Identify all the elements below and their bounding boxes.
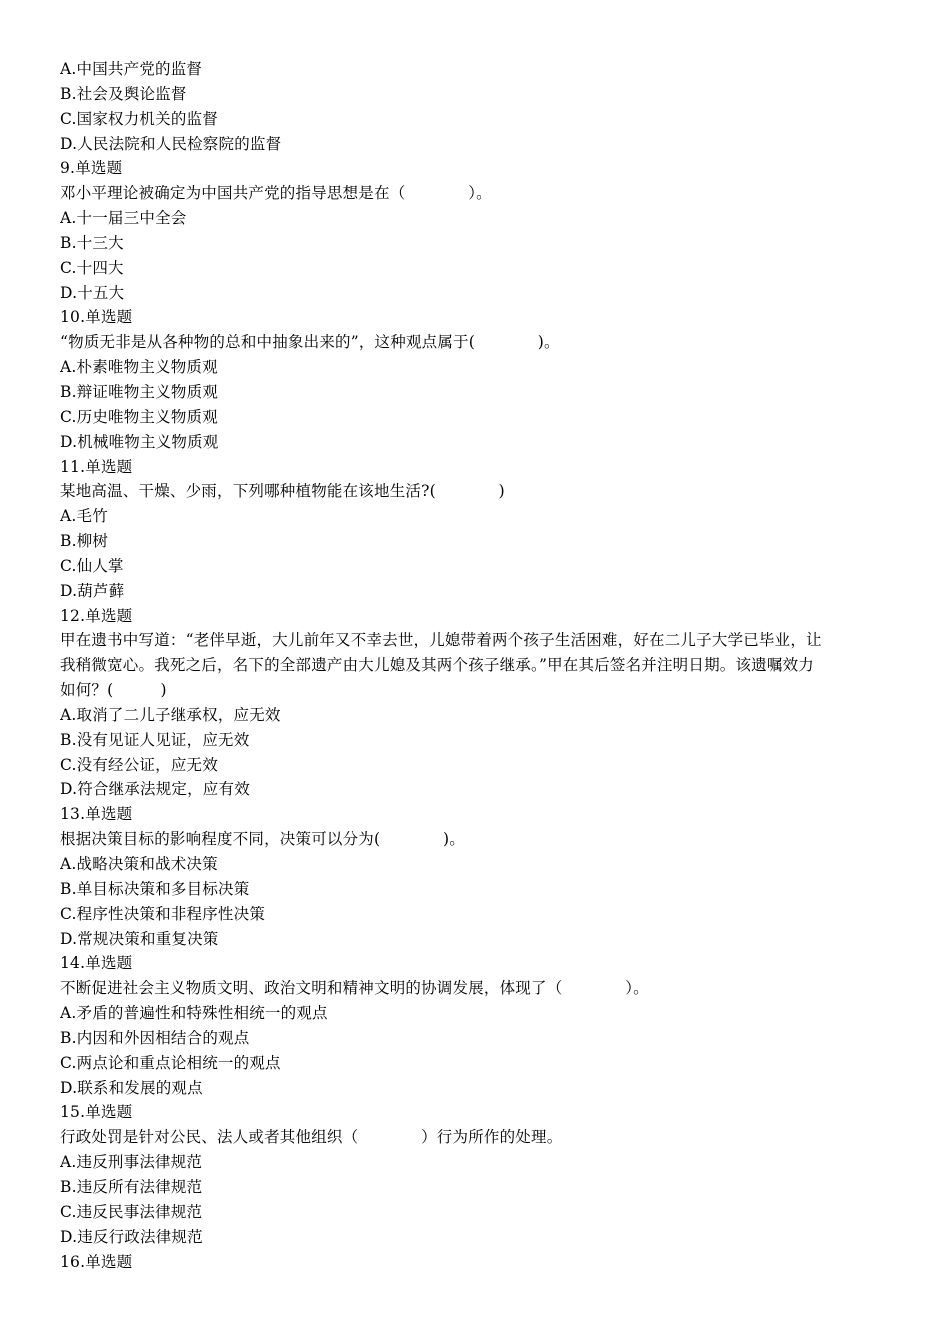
option-line: D.联系和发展的观点 — [60, 1078, 203, 1097]
option-line: B.单目标决策和多目标决策 — [60, 879, 250, 898]
question-header: 10.单选题 — [60, 308, 133, 327]
option-line: B.违反所有法律规范 — [60, 1177, 203, 1196]
question-text: 甲在遗书中写道：“老伴早逝，大儿前年又不幸去世，儿媳带着两个孩子生活困难，好在二儿子大学已毕业，让 — [60, 631, 822, 650]
option-line: C.仙人掌 — [60, 556, 124, 575]
question-text: 根据决策目标的影响程度不同，决策可以分为( )。 — [60, 830, 465, 849]
option-line: A.十一届三中全会 — [60, 209, 187, 228]
option-line: C.程序性决策和非程序性决策 — [60, 904, 266, 923]
option-line: C.国家权力机关的监督 — [60, 109, 218, 128]
option-line: A.毛竹 — [60, 507, 108, 526]
question-text: 我稍微宽心。我死之后，名下的全部遗产由大儿媳及其两个孩子继承。”甲在其后签名并注明日期。该遗嘱效力 — [60, 656, 814, 675]
question-header: 13.单选题 — [60, 805, 133, 824]
option-line: D.常规决策和重复决策 — [60, 929, 219, 948]
option-line: B.没有见证人见证，应无效 — [60, 730, 250, 749]
question-text: 不断促进社会主义物质文明、政治文明和精神文明的协调发展，体现了（ ）。 — [60, 979, 649, 998]
option-line: B.柳树 — [60, 532, 109, 551]
option-line: C.违反民事法律规范 — [60, 1202, 203, 1221]
option-line: A.违反刑事法律规范 — [60, 1153, 203, 1172]
option-line: D.十五大 — [60, 283, 125, 302]
question-text: “物质无非是从各种物的总和中抽象出来的”，这种观点属于( )。 — [60, 333, 560, 352]
option-line: D.违反行政法律规范 — [60, 1227, 203, 1246]
option-line: C.历史唯物主义物质观 — [60, 407, 218, 426]
option-line: C.十四大 — [60, 258, 124, 277]
question-header: 12.单选题 — [60, 606, 133, 625]
option-line: B.辩证唯物主义物质观 — [60, 382, 219, 401]
option-line: D.符合继承法规定，应有效 — [60, 780, 250, 799]
option-line: C.两点论和重点论相统一的观点 — [60, 1053, 281, 1072]
option-line: B.社会及舆论监督 — [60, 84, 187, 103]
question-header: 14.单选题 — [60, 954, 133, 973]
question-header: 16.单选题 — [60, 1252, 133, 1271]
option-line: D.机械唯物主义物质观 — [60, 432, 219, 451]
option-line: B.十三大 — [60, 233, 124, 252]
question-header: 11.单选题 — [60, 457, 133, 476]
option-line: A.中国共产党的监督 — [60, 60, 203, 78]
question-text: 行政处罚是针对公民、法人或者其他组织（ ）行为所作的处理。 — [60, 1128, 563, 1147]
option-line: A.战略决策和战术决策 — [60, 855, 218, 873]
question-text: 某地高温、干燥、少雨，下列哪种植物能在该地生活?( ) — [60, 482, 505, 501]
option-line: B.内因和外因相结合的观点 — [60, 1028, 250, 1047]
question-text: 邓小平理论被确定为中国共产党的指导思想是在（ ）。 — [60, 184, 492, 203]
question-header: 9.单选题 — [60, 159, 123, 178]
question-text: 如何？( ) — [60, 681, 167, 700]
option-line: A.矛盾的普遍性和特殊性相统一的观点 — [60, 1004, 328, 1023]
question-header: 15.单选题 — [60, 1103, 133, 1122]
option-line: D.人民法院和人民检察院的监督 — [60, 134, 282, 153]
option-line: C.没有经公证，应无效 — [60, 755, 218, 774]
option-line: A.取消了二儿子继承权，应无效 — [60, 705, 281, 724]
option-line: A.朴素唯物主义物质观 — [60, 358, 218, 377]
option-line: D.葫芦藓 — [60, 581, 125, 600]
